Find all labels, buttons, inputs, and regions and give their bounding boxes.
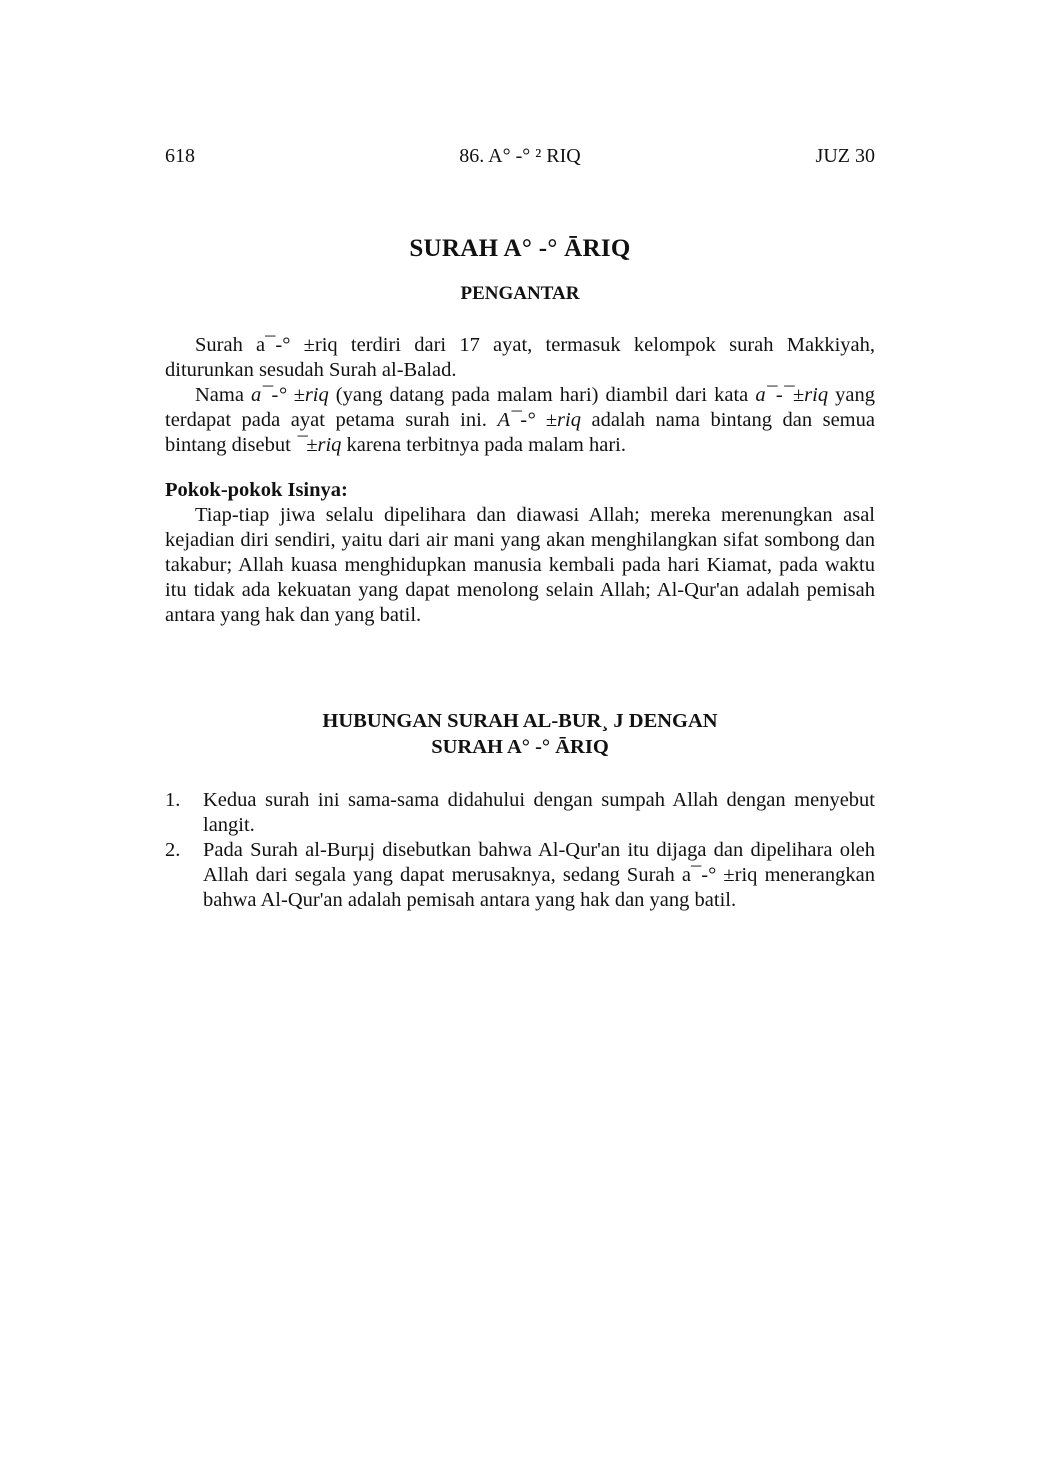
list-item-text: Pada Surah al-Burµj disebutkan bahwa Al-Qur'an itu dijaga dan dipelihara oleh Allah dari segala yang dapat merusaknya, sedang Surah a¯-° ±riq menerangkan bahwa Al-Qur'an adalah pemisah antara yang hak dan yang batil. <box>203 839 875 911</box>
text-run: (yang datang pada malam hari) diambil dari kata <box>328 384 756 406</box>
relation-list <box>165 788 875 913</box>
italic-term: A¯-° ±riq <box>497 409 581 431</box>
text-run: adalah nama bintang dan semua bintang disebut <box>165 409 875 456</box>
running-header <box>165 145 875 173</box>
contents-paragraph: Tiap-tiap jiwa selalu dipelihara dan diawasi Allah; mereka merenungkan asal kejadian diri sendiri, yaitu dari air mani yang akan menghilangkan sifat sombong dan takabur; Allah kuasa menghidupkan manusia kembali pada hari Kiamat, pada waktu itu tidak ada kekuatan yang dapat menolong selain Allah; Al-Qur'an adalah pemisah antara yang hak dan yang batil. <box>165 504 875 626</box>
surah-title: SURAH A° -° ĀRIQ <box>409 235 631 262</box>
list-item-number: 1. <box>165 789 181 811</box>
relation-heading-line-1: HUBUNGAN SURAH AL-BUR¸ J DENGAN <box>322 710 718 732</box>
list-item <box>165 788 875 838</box>
intro-paragraph-1: Surah a¯-° ±riq terdiri dari 17 ayat, termasuk kelompok surah Makkiyah, diturunkan sesudah Surah al-Balad. <box>165 334 875 381</box>
list-item <box>165 838 875 913</box>
text-run: Nama <box>195 384 251 406</box>
italic-term: ¯±riq <box>295 434 342 456</box>
section-title-pengantar: PENGANTAR <box>460 283 580 304</box>
page-number: 618 <box>165 145 195 167</box>
relation-heading-line-2: SURAH A° -° ĀRIQ <box>431 736 609 758</box>
italic-term: a¯-° ±riq <box>251 384 329 406</box>
relation-heading <box>165 708 875 760</box>
text-run: karena terbitnya pada malam hari. <box>341 434 626 456</box>
intro-section <box>165 333 875 458</box>
intro-paragraph-2 <box>165 383 875 458</box>
running-title: 86. A° -° ² RIQ <box>459 145 581 167</box>
text-run: yang terdapat pada ayat petama surah ini. <box>165 384 875 431</box>
document-page <box>165 145 875 913</box>
list-item-number: 2. <box>165 839 181 861</box>
contents-heading: Pokok-pokok Isinya: <box>165 479 348 501</box>
italic-term: a¯-¯±riq <box>755 384 829 406</box>
list-item-text: Kedua surah ini sama-sama didahului dengan sumpah Allah dengan menyebut langit. <box>203 789 875 836</box>
juz-label: JUZ 30 <box>815 145 875 167</box>
